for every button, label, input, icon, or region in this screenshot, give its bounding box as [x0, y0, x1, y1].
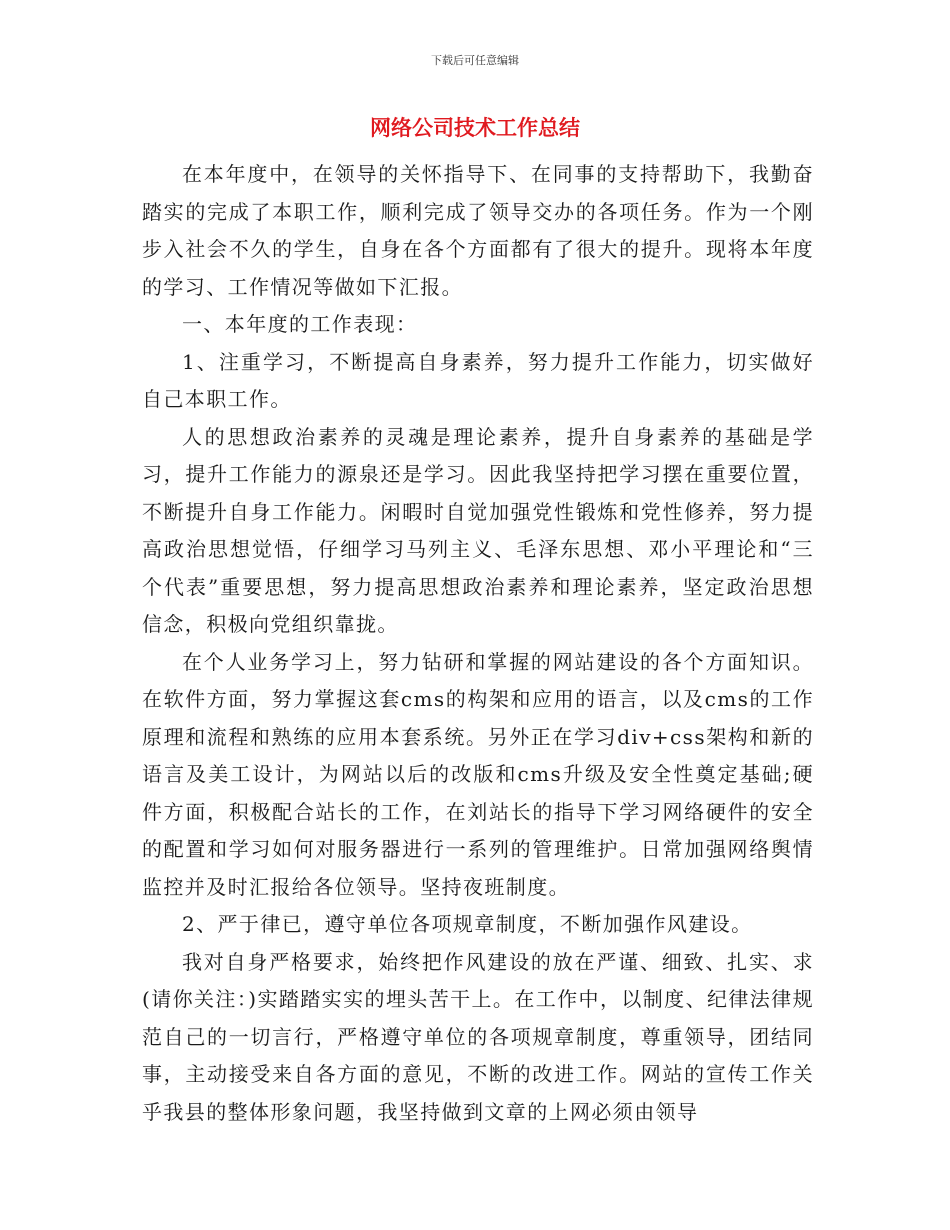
- paragraph-intro: 在本年度中，在领导的关怀指导下、在同事的支持帮助下，我勤奋踏实的完成了本职工作，顺利完成了领导交办的各项任务。作为一个刚步入社会不久的学生，自身在各个方面都有了很大的提升。现将本年度的学习、工作情况等做如下汇报。: [142, 162, 814, 299]
- subheading-study: 1、注重学习，不断提高自身素养，努力提升工作能力，切实做好自己本职工作。: [142, 349, 814, 411]
- subheading-discipline: 2、严于律已，遵守单位各项规章制度，不断加强作风建设。: [182, 912, 753, 936]
- paragraph-work-style: 我对自身严格要求，始终把作风建设的放在严谨、细致、扎实、求(请你关注：)实踏踏实实的埋头苦干上。在工作中，以制度、纪律法律规范自己的一切言行，严格遵守单位的各项规章制度，尊重领导，团结同事，主动接受来自各方面的意见，不断的改进工作。网站的宣传工作关乎我县的整体形象问题，我坚持做到文章的上网必须由领导: [142, 949, 814, 1124]
- paragraph-political-study: 人的思想政治素养的灵魂是理论素养，提升自身素养的基础是学习，提升工作能力的源泉还是学习。因此我坚持把学习摆在重要位置，不断提升自身工作能力。闲暇时自觉加强党性锻炼和党性修养，努力提高政治思想觉悟，仔细学习马列主义、毛泽东思想、邓小平理论和“三个代表”重要思想，努力提高思想政治素养和理论素养，坚定政治思想信念，积极向党组织靠拢。: [142, 424, 814, 636]
- paragraph-business-study: 在个人业务学习上，努力钻研和掌握的网站建设的各个方面知识。在软件方面，努力掌握这套cms的构架和应用的语言，以及cms的工作原理和流程和熟练的应用本套系统。另外正在学习div+css架构和新的语言及美工设计，为网站以后的改版和cms升级及安全性奠定基础;硬件方面，积极配合站长的工作，在刘站长的指导下学习网络硬件的安全的配置和学习如何对服务器进行一系列的管理维护。日常加强网络舆情监控并及时汇报给各位领导。坚持夜班制度。: [142, 649, 814, 899]
- page-header-note: 下载后可任意编辑: [431, 54, 519, 67]
- document-body: [142, 156, 814, 1131]
- document-title: 网络公司技术工作总结: [370, 116, 580, 140]
- section-heading-work-performance: 一、本年度的工作表现：: [182, 312, 418, 336]
